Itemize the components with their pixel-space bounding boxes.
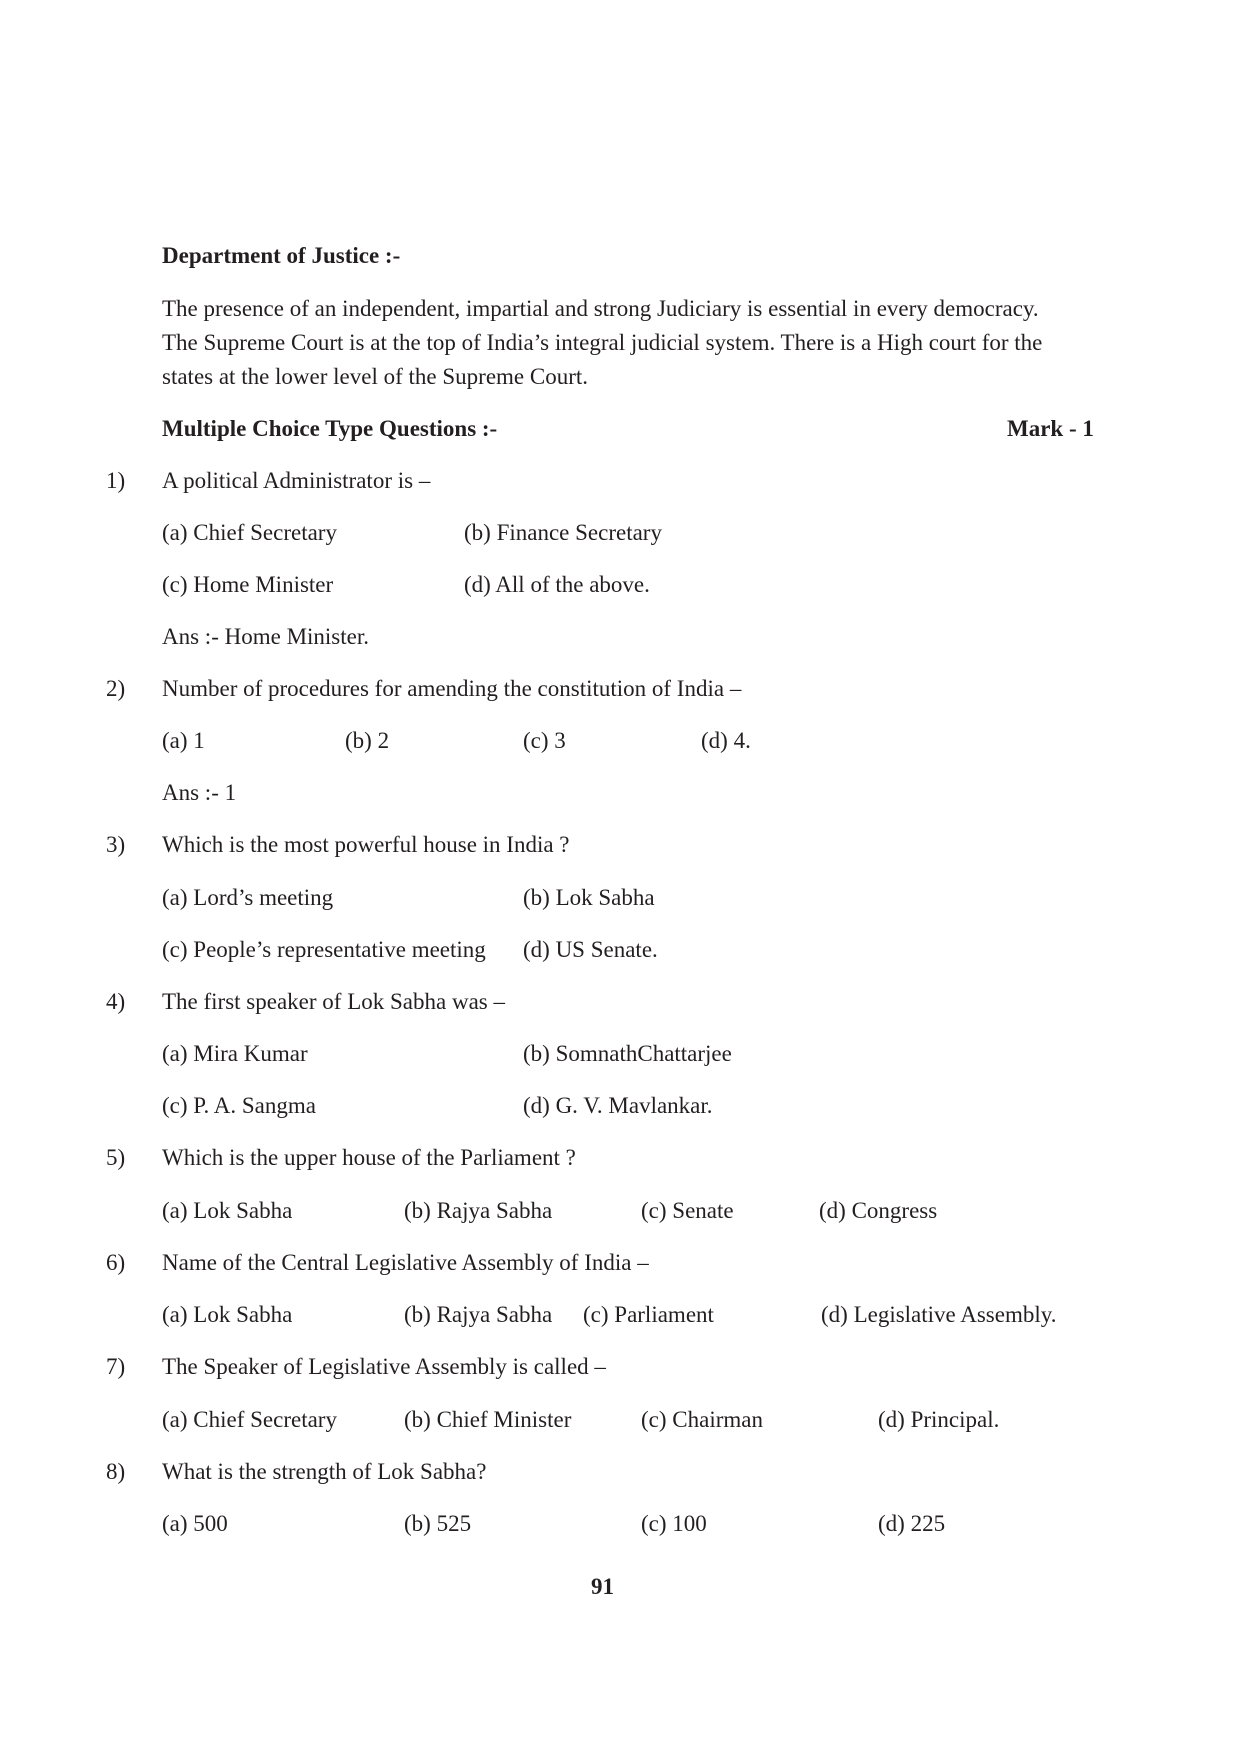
question-text: Which is the most powerful house in India ? <box>162 832 570 857</box>
question-number: 7) <box>106 1354 126 1379</box>
question-number: 1) <box>106 468 126 493</box>
option-b: (b) 2 <box>345 728 390 753</box>
question-number: 6) <box>106 1250 126 1275</box>
option-a: (a) Mira Kumar <box>162 1041 308 1066</box>
option-d: (d) All of the above. <box>464 572 650 597</box>
option-c: (c) 3 <box>523 728 566 753</box>
option-b: (b) Lok Sabha <box>523 885 655 910</box>
option-b: (b) Finance Secretary <box>464 520 662 545</box>
marks-label: Mark - 1 <box>1007 416 1094 441</box>
question-number: 8) <box>106 1459 126 1484</box>
question-text: Name of the Central Legislative Assembly of India – <box>162 1250 649 1275</box>
question-number: 2) <box>106 676 126 701</box>
paragraph-line: The presence of an independent, impartial and strong Judiciary is essential in every democracy. <box>162 296 1039 321</box>
option-d: (d) Congress <box>819 1198 938 1223</box>
paragraph-line: states at the lower level of the Supreme Court. <box>162 364 589 389</box>
option-c: (c) People’s representative meeting <box>162 937 486 962</box>
answer: Ans :- Home Minister. <box>162 624 369 649</box>
question-text: The first speaker of Lok Sabha was – <box>162 989 505 1014</box>
option-a: (a) 1 <box>162 728 205 753</box>
option-c: (c) 100 <box>641 1511 707 1536</box>
question-number: 4) <box>106 989 126 1014</box>
question-text: The Speaker of Legislative Assembly is called – <box>162 1354 606 1379</box>
option-a: (a) Lok Sabha <box>162 1302 293 1327</box>
option-b: (b) Rajya Sabha <box>404 1198 553 1223</box>
question-text: A political Administrator is – <box>162 468 431 493</box>
question-text: Which is the upper house of the Parliament ? <box>162 1145 576 1170</box>
page-number: 91 <box>591 1574 614 1599</box>
option-c: (c) Senate <box>641 1198 734 1223</box>
option-b: (b) Rajya Sabha <box>404 1302 553 1327</box>
question-text: What is the strength of Lok Sabha? <box>162 1459 487 1484</box>
option-d: (d) G. V. Mavlankar. <box>523 1093 713 1118</box>
answer: Ans :- 1 <box>162 780 237 805</box>
section-title: Department of Justice :- <box>162 243 401 268</box>
option-a: (a) Chief Secretary <box>162 1407 337 1432</box>
option-d: (d) Principal. <box>878 1407 1000 1432</box>
option-c: (c) P. A. Sangma <box>162 1093 316 1118</box>
option-b: (b) 525 <box>404 1511 472 1536</box>
option-b: (b) Chief Minister <box>404 1407 572 1432</box>
option-a: (a) Lok Sabha <box>162 1198 293 1223</box>
option-a: (a) Lord’s meeting <box>162 885 334 910</box>
option-a: (a) 500 <box>162 1511 228 1536</box>
option-c: (c) Parliament <box>583 1302 714 1327</box>
question-text: Number of procedures for amending the constitution of India – <box>162 676 742 701</box>
question-number: 5) <box>106 1145 126 1170</box>
option-d: (d) Legislative Assembly. <box>821 1302 1057 1327</box>
option-d: (d) 4. <box>701 728 751 753</box>
paragraph-line: The Supreme Court is at the top of India’s integral judicial system. There is a High court for the <box>162 330 1043 355</box>
option-c: (c) Home Minister <box>162 572 334 597</box>
section-paragraph <box>162 292 1112 394</box>
option-d: (d) US Senate. <box>523 937 658 962</box>
option-d: (d) 225 <box>878 1511 946 1536</box>
mcq-heading: Multiple Choice Type Questions :- <box>162 416 498 441</box>
option-c: (c) Chairman <box>641 1407 763 1432</box>
question-number: 3) <box>106 832 126 857</box>
option-a: (a) Chief Secretary <box>162 520 337 545</box>
option-b: (b) SomnathChattarjee <box>523 1041 732 1066</box>
